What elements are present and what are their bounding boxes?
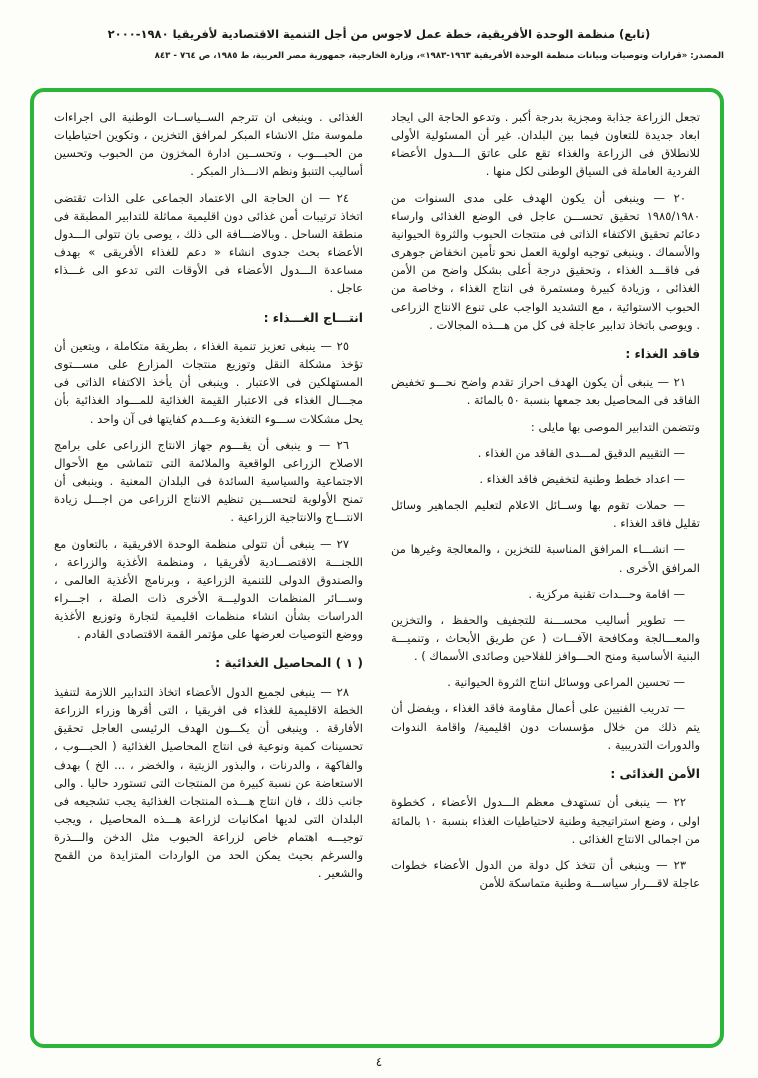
section-heading-food-production: انتـــاج الغـــذاء : xyxy=(263,310,363,325)
paragraph-20: ٢٠ — وينبغى أن يكون الهدف على مدى السنوات من ١٩٨٥/١٩٨٠ تحقيق تحســـن عاجل فى الوضع الغذائى وارساء دعائم تحقيق الاكتفاء الذاتى فى منتجات الحبوب والثروة الحيوانية والأسماك . وينبغى توجيه اولوية العمل نحو تأمين انخفاض جوهرى فى فاقـــد الغذاء ، وتحقيق درجة أعلى بشكل واضح من الأمن الغذائى ، وزيادة كبيرة ومستمرة فى انتاج الغذاء ، وخاصة من الحبوب الاستوائية ، مع التشديد الواجب على تنوع الانتاج الزراعى . ويوصى باتخاذ تدابير عاجلة فى كل من هـــذه المجالات . xyxy=(391,190,700,332)
paragraph-27: ٢٧ — ينبغى أن تتولى منظمة الوحدة الافريقية ، بالتعاون مع اللجنـــة الاقتصـــادية لأفريقيا ، ومنظمة الأغذية والزراعة ، والصندوق الدولى للتنمية الزراعية ، وبرنامج الأغذية العالمى ، وســـائر المنظمات الدوليـــة الأخرى ذات الصلة ، اجـــراء الدراسات بشأن انشاء منظمات اقليمية لتجارة وتوزيع الأغذية ووضع التوصيات لعرضها على مؤتمر القمة الاقتصادى القادم . xyxy=(54,536,363,642)
list-item-measure: — تطوير أساليب محســـنة للتجفيف والحفظ ، والتخزين والمعـــالجة ومكافحة الآفـــات ( عن طريق الأبحاث ، وتنميـــة البنية الأساسية ومنح الحـــوافز للفلاحين وصائدى الأسماك ) . xyxy=(391,612,700,664)
page-number: ٤ xyxy=(375,1055,383,1069)
list-item-measure: — انشـــاء المرافق المناسبة للتخزين ، والمعالجة وغيرها من المرافق الأخرى . xyxy=(391,542,700,575)
paragraph-26: ٢٦ — و ينبغى أن يقـــوم جهاز الانتاج الزراعى على برامج الاصلاح الزراعى الواقعية والملائمة التى تتماشى مع الأحوال الاجتماعية والسياسية السائدة فى البلدان المعنية . وينبغى أن تمنح الأولوية لتحســـين تنظيم الانتاج الزراعى من اجـــل زيادة الانتـــاج والانتاجية الزراعية . xyxy=(54,437,363,525)
section-heading-food-security: الأمن الغذائى : xyxy=(610,766,700,781)
paragraph-28: ٢٨ — ينبغى لجميع الدول الأعضاء اتخاذ التدابير اللازمة لتنفيذ الخطة الاقليمية للغذاء فى افريقيا ، التى أقرها وزراء الزراعة الأفارقة . وينبغى أن يكـــون الهدف الرئيسى العاجل تحقيق تحسينات كمية ونوعية فى انتاج المحاصيل الغذائية ( الحبـــوب ، والفاكهة ، والدرنات ، والبذور الزيتية ، والخضر ، ... الخ ) بهدف الاستعاضة عن نسبة كبيرة من المنتجات التى تستورد حاليا . والى جانب ذلك ، فان انتاج هـــذه المنتجات الغذائية يجب تشجيعه فى البلدان التى لديها امكانيات لزراعة هـــذه المحاصيل ، ويجب توجيـــه اهتمام خاص لزراعة الحبوب مثل الدخن والـــذرة والسرغم بحيث يمكن الحد من الواردات المتزايدة من القمح والشعير . xyxy=(54,684,363,881)
paragraph-22: ٢٢ — ينبغى أن تستهدف معظم الـــدول الأعضاء ، كخطوة اولى ، وضع استراتيجية وطنية لاحتياطيات الغذاء بنسبة ١٠ بالمائة من اجمالى الانتاج الغذائى . xyxy=(391,795,700,846)
column-left xyxy=(54,108,363,1032)
list-item-measure: — حملات تقوم بها وســائل الاعلام لتعليم الجماهير وسائل تقليل فاقد الغذاء . xyxy=(391,498,700,531)
paragraph-continuation: تجعل الزراعة جذابة ومجزية بدرجة أكبر . وتدعو الحاجة الى ايجاد ابعاد جديدة للتعاون فيما بين البلدان. غير أن المسئولية الأولى للانطلاق فى الزراعة والغذاء تقع على عاتق الـــدول الأعضاء الفردية العاملة فى السياق الوطنى لكل منها . xyxy=(391,110,700,179)
section-heading-food-loss: فاقد الغذاء : xyxy=(625,346,700,361)
page-footer xyxy=(0,1051,758,1070)
text-columns xyxy=(54,108,700,1032)
paragraph-25: ٢٥ — ينبغى تعزيز تنمية الغذاء ، بطريقة متكاملة ، ويتعين أن تؤخذ مشكلة النقل وتوزيع منتجات المزارع على مســـتوى المستهلكين فى الاعتبار . وينبغى أن يأخذ الاكتفاء الذاتى فى مجـــال الغذاء فى الاعتبار القيمة الغذائية للمـــواد الغذائية بأن يحل مشكلات ســـوء التغذية وعـــدم كفايتها فى آن واحد . xyxy=(54,338,363,426)
paragraph-measures-intro: وتتضمن التدابير الموصى بها مايلى : xyxy=(530,419,700,434)
paragraph-23: ٢٣ — وينبغى أن تتخذ كل دولة من الدول الأعضاء خطوات عاجلة لاقـــرار سياســـة وطنية متماسكة للأمن xyxy=(391,857,700,890)
list-item-measure: — تدريب الفنيين على أعمال مقاومة فاقد الغذاء ، ويفضل أن يتم ذلك من خلال مؤسسات دون اقليمية/ واقامة الندوات والدورات التدريبية . xyxy=(391,701,700,752)
list-item-measure: — اعداد خطط وطنية لتخفيض فاقد الغذاء . xyxy=(479,471,685,486)
document-title: (تابع) منظمة الوحدة الأفريقية، خطة عمل لاجوس من أجل التنمية الاقتصادية لأفريقيا ١٩٨٠-٢٠٠٠ xyxy=(107,27,651,41)
paragraph-23-continuation: الغذائى . وينبغى ان تترجم الســياســات الوطنية الى اجراءات ملموسة مثل الانشاء المبكر لمرافق التخزين ، وتكوين احتياطيات من الحبـــوب ، وتحســين ادارة المخزون من الحبوب وتحسين أساليب التنبؤ ونظم الانـــذار المبكر . xyxy=(54,110,363,179)
column-right xyxy=(391,108,700,1032)
paragraph-21: ٢١ — ينبغى أن يكون الهدف احراز تقدم واضح نحـــو تخفيض الفاقد فى المحاصيل بعد جمعها بنسبة ٥٠ بالمائة . xyxy=(391,375,700,408)
list-item-measure: — تحسين المراعى ووسائل انتاج الثروة الحيوانية . xyxy=(447,675,685,690)
paragraph-24: ٢٤ — ان الحاجة الى الاعتماد الجماعى على الذات تقتضى اتخاذ ترتيبات أمن غذائى دون اقليمية مماثلة للتدابير المطبقة فى منطقة الساحل . وبالاضـــافة الى ذلك ، يوصى بان تتولى الـــدول الأعضاء بحث جدوى انشاء « دعم للغذاء الأفريقى » بهدف مساعدة الـــدول الأعضاء فى الأوقات التى تدعو الى غـــذاء عاجل . xyxy=(54,190,363,296)
document-header xyxy=(0,0,758,61)
section-heading-food-crops: ( ١ ) المحاصيل الغذائية : xyxy=(215,656,363,671)
document-source-line: المصدر: «قرارات وتوصيات وبيانات منظمة الوحدة الأفريقية ١٩٦٣-١٩٨٣»، وزارة الخارجية، جمهورية مصر العربية، ط ١٩٨٥، ص ٧٦٤ - ٨٤٣ xyxy=(154,51,724,62)
list-item-measure: — التقييم الدقيق لمـــدى الفاقد من الغذاء . xyxy=(477,445,685,460)
list-item-measure: — اقامة وحـــدات تقنية مركزية . xyxy=(528,586,685,601)
green-border-frame xyxy=(30,88,724,1048)
